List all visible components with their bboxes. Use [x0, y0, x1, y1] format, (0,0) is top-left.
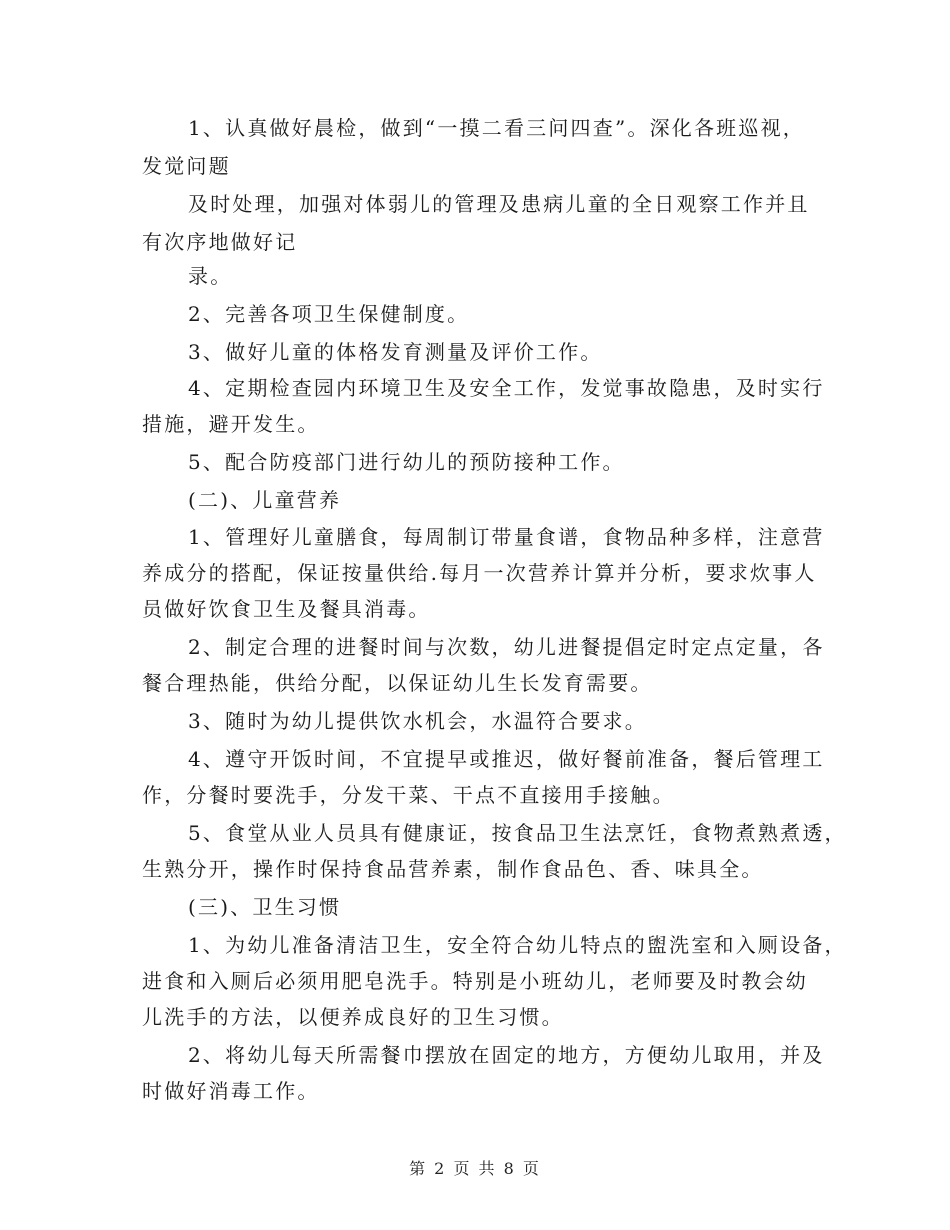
text-line: 2、制定合理的进餐时间与次数，幼儿进餐提倡定时定点定量，各 [188, 635, 825, 659]
text-line: 作，分餐时要洗手，分发干菜、干点不直接用手接触。 [142, 783, 675, 807]
text-line: 及时处理，加强对体弱儿的管理及患病儿童的全日观察工作并且 [188, 192, 810, 216]
text-line: 录。 [188, 264, 233, 288]
text-line: 5、食堂从业人员具有健康证，按食品卫生法烹饪，食物煮熟煮透， [188, 821, 847, 845]
text-line: 4、遵守开饭时间，不宜提早或推迟，做好餐前准备，餐后管理工 [188, 747, 825, 771]
text-line: 进食和入厕后必须用肥皂洗手。特别是小班幼儿，老师要及时教会幼 [142, 969, 808, 993]
section-heading: (二)、儿童营养 [188, 488, 342, 512]
text-line: 发觉问题 [142, 154, 231, 178]
text-line: 3、做好儿童的体格发育测量及评价工作。 [188, 340, 603, 364]
text-line: 餐合理热能，供给分配，以保证幼儿生长发育需要。 [142, 671, 653, 695]
text-line: 3、随时为幼儿提供饮水机会，水温符合要求。 [188, 709, 647, 733]
section-heading: (三)、卫生习惯 [188, 895, 342, 919]
text-line: 养成分的搭配，保证按量供给.每月一次营养计算并分析，要求炊事人 [142, 561, 817, 585]
text-line: 4、定期检查园内环境卫生及安全工作，发觉事故隐患，及时实行 [188, 376, 825, 400]
text-line: 有次序地做好记 [142, 230, 298, 254]
text-line: 儿洗手的方法，以便养成良好的卫生习惯。 [142, 1005, 564, 1029]
text-line: 1、为幼儿准备清洁卫生，安全符合幼儿特点的盥洗室和入厕设备， [188, 933, 847, 957]
text-line: 员做好饮食卫生及餐具消毒。 [142, 597, 431, 621]
text-line: 5、配合防疫部门进行幼儿的预防接种工作。 [188, 450, 625, 474]
text-line: 生熟分开，操作时保持食品营养素，制作食品色、香、味具全。 [142, 857, 764, 881]
text-line: 2、将幼儿每天所需餐巾摆放在固定的地方，方便幼儿取用，并及 [188, 1043, 825, 1067]
text-line: 措施，避开发生。 [142, 412, 320, 436]
text-line: 1、认真做好晨检，做到“一摸二看三问四查”。深化各班巡视， [188, 116, 805, 140]
text-line: 1、管理好儿童膳食，每周制订带量食谱，食物品种多样，注意营 [188, 525, 825, 549]
text-line: 2、完善各项卫生保健制度。 [188, 302, 470, 326]
page-footer: 第 2 页 共 8 页 [409, 1159, 541, 1178]
text-line: 时做好消毒工作。 [142, 1079, 320, 1103]
